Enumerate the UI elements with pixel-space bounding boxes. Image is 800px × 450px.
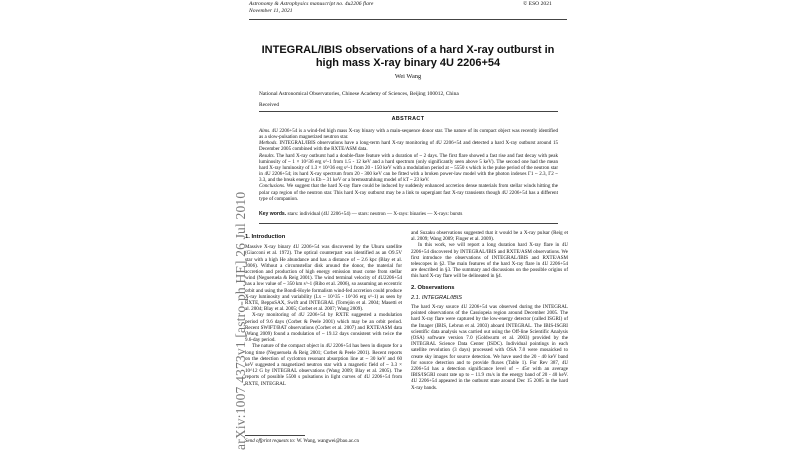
abstract-label: Aims. <box>259 128 271 134</box>
header-divider <box>249 19 567 20</box>
abstract-label: Conclusions. <box>259 183 286 190</box>
running-header <box>249 1 373 15</box>
affiliation: National Astronomical Observatories, Chinese Academy of Sciences, Beijing 100012, China <box>259 91 459 97</box>
body-paragraph: Massive X-ray binary 4U 2206+54 was discovered by the Uhuru satellite (Giacconi et al. 1972). The optical counterpart was identified as an O9.5V star with a high He abundance and has a distance of ~ 2.6 kpc (Blay et al. 2006). Without a circumstellar disk around the donor, the material for accretion and production of high energy emission must come from stellar wind (Negueruela & Reig 2001). The wind terminal velocity of 4U2206+54 has a low value of ~ 350 km s^-1 (Ribo et al. 2006), so assuming an eccentric orbit and using the Bondi-Hoyle formalism wind-fed accretion could produce X-ray luminosity and variability (Lx ~ 10^35 - 10^36 erg s^-1) as seen by RXTE, BeppoSAX, Swift and INTEGRAL (Torrejón et al. 2004; Masetti et al. 2004; Blay et al. 2005; Corbet et al. 2007; Wang 2009). <box>245 244 402 313</box>
section-heading-introduction: 1. Introduction <box>245 234 286 240</box>
date-line: November 11, 2021 <box>249 8 293 14</box>
footnote-label: Send offprint requests to: <box>245 439 296 444</box>
paper-title: INTEGRAL/IBIS observations of a hard X-ray outburst in high mass X-ray binary 4U 2206+54 <box>261 44 555 69</box>
author-name: Wei Wang <box>394 73 422 80</box>
keywords-text: stars: individual (4U 2206+54) — stars: neutron — X-rays: binaries — X-rays: bursts <box>287 211 463 217</box>
abstract-body <box>259 128 558 202</box>
journal-line: Astronomy & Astrophysics manuscript no. 4u2206 flare <box>249 1 374 7</box>
abstract-label: Methods. <box>259 140 278 147</box>
subsection-heading-integral: 2.1. INTEGRAL/IBIS <box>411 294 462 301</box>
body-paragraph: and Suzaku observations suggested that it would be a X-ray pulsar (Reig et al. 2009; Wang 2009; Finger et al. 2009). <box>411 230 568 243</box>
abstract-conclusions <box>259 183 558 201</box>
abstract-aims <box>259 128 558 140</box>
keywords <box>259 211 558 217</box>
body-paragraph: The hard X-ray source 4U 2206+54 was observed during the INTEGRAL pointed observations of the Cassiopeia region around December 2005. The hard X-ray flare were captured by the low-energy detector (called ISGRI) of the Imager (IBIS, Lebrun et al. 2003) aboard INTEGRAL. The IBIS-ISGRI scientific data analysis was carried out using the Off-line Scientific Analysis (OSA) software version 7.0 (Goldwurm et al. 2003) provided by the INTEGRAL Science Data Center (ISDC). Individual pointings in each satellite revolution (3 days) processed with OSA 7.0 were mosaicked to create sky images for source detection. We have used the 20 - 40 keV band for source detection and to provide fluxes (Table 1). For Rev 387, 4U 2206+54 has a detection significance level of ~ 45σ with an average IBIS/ISGRI count rate up to ~ 11.9 cts/s in the energy band of 20 - 40 keV. 4U 2206+54 appeared in the outburst state around Dec 15 2005 in the hard X-ray bands. <box>411 304 568 391</box>
abstract-text: 4U 2206+54 is a wind-fed high mass X-ray binary with a main-sequence donor star. The nature of its compact object was recently identified as a slow-pulsation magnetized neutron star. <box>259 128 558 141</box>
abstract-heading: ABSTRACT <box>391 116 425 122</box>
copyright-notice: © ESO 2021 <box>523 1 552 7</box>
abstract-methods <box>259 140 558 152</box>
abstract-text: We suggest that the hard X-ray flare could be induced by suddenly enhanced accretion dense materials from stellar winds hitting the polar cap region of the neutron star. This hard X-ray outburst may be a link to supergiant fast X-ray transients though 4U 2206+54 has a different type of companion. <box>259 183 558 202</box>
abstract-results <box>259 153 558 184</box>
arxiv-id: arXiv:1007.4373v1 [astro-ph.HE] 26 Jul 2010 <box>233 191 248 450</box>
footnote-text: W. Wang, wangwei@bao.ac.cn <box>296 439 360 444</box>
received-line: Received <box>259 102 280 108</box>
footnote-rule <box>245 435 305 436</box>
body-paragraph: X-ray monitoring of 4U 2206+54 by RXTE suggested a modulation period of 9.6 days (Corbet & Peele 2001) which may be an orbit period. Recent SWIFT/BAT observations (Corbet et al. 2007) and RXTE/ASM data (Wang 2009) found a modulation of ~ 19.12 days consistent with twice the 9.6-day period. <box>245 312 402 344</box>
keywords-label: Key words. <box>259 211 287 217</box>
footnote <box>245 439 359 444</box>
abstract-text: INTEGRAL/IBIS observations have a long-term hard X-ray monitoring of 4U 2206+54 and detected a hard X-ray outburst around 15 December 2005 combined with the RXTE/ASM data. <box>259 140 559 153</box>
right-column <box>411 230 568 391</box>
abstract-top-rule <box>259 111 558 112</box>
body-paragraph: In this work, we will report a long duration hard X-ray flare in 4U 2206+54 discovered by INTEGRAL/IBIS and RXTE/ASM observations. We first introduce the observations of INTEGRAL/IBIS and RXTE/ASM telescopes in §2. The main features of the hard X-ray flare in 4U 2206+54 are described in §3. The summary and discussions on the possible origins of this hard X-ray flare will be delineated in §4. <box>411 242 568 280</box>
abstract-label: Results. <box>259 152 275 159</box>
body-paragraph: The nature of the compact object in 4U 2206+54 has been in dispute for a long time (Negueruela & Reig 2001; Corbet & Peele 2001). Recent reports on the detection of cyclotron resonant absorption line at ~ 30 keV and 60 keV suggested a magnetized neutron star with a magnetic field of ~ 3.3 × 10^12 G by INTEGRAL observations (Wang 2009; Blay et al. 2005). The reports of possible 5500 s pulsations in light curves of 4U 2206+54 from RXTE, INTEGRAL <box>245 343 402 387</box>
left-column <box>245 234 402 387</box>
abstract-text: The hard X-ray outburst had a double-flare feature with a duration of ~ 2 days. The first flare showed a fast rise and fast decay with peak luminosity of ~ 1 × 10^36 erg s^-1 from 1.5 - 12 keV and a hard spectrum (only significantly seen above 5 keV). The second one had the mean hard X-ray luminosity of 1.3 × 10^36 erg s^-1 from 20 - 150 keV with a modulation period at ~ 5550 s which is the pulse period of the neutron star in 4U 2206+54; its hard X-ray spectrum from 20 - 300 keV can be fitted with a broken power-law model with the photon indexes Γ1 ~ 2.3, Γ2 ~ 3.3, and the break energy is Eb ~ 31 keV or a bremsstrahlung model of kT ~ 23 keV. <box>259 152 558 184</box>
abstract-bottom-rule <box>259 223 558 224</box>
section-heading-observations: 2. Observations <box>411 284 455 291</box>
